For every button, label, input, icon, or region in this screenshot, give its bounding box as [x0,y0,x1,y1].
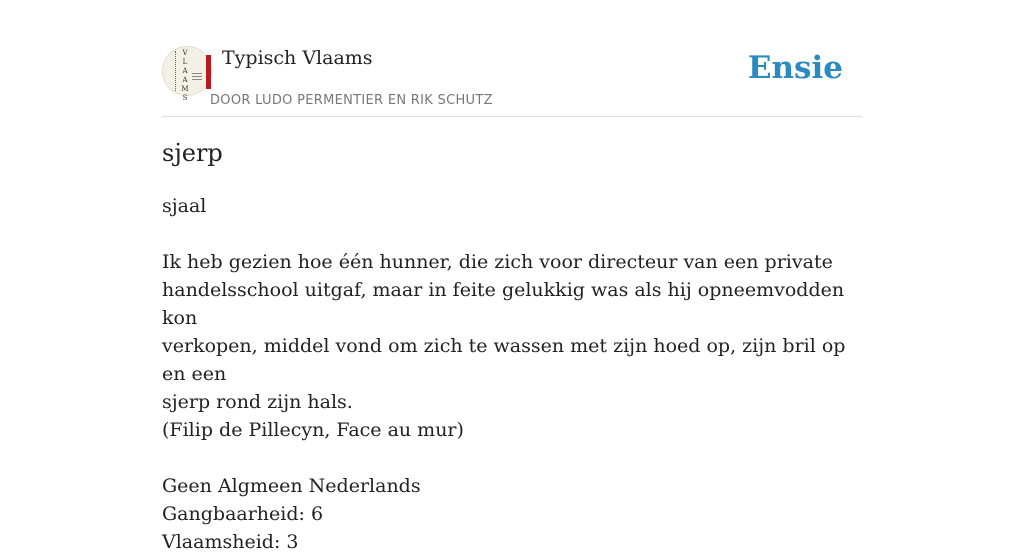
typisch-vlaams-logo[interactable] [162,46,212,102]
entry-definition: sjaal [162,195,207,217]
entry-body [162,192,862,556]
quote-source: (Filip de Pillecyn, Face au mur) [162,419,464,441]
vlaamsheid-score: Vlaamsheid: 3 [162,531,299,553]
site-title[interactable]: Typisch Vlaams [222,47,373,69]
logo-letter: V [182,49,188,57]
logo-letter: S [182,94,188,102]
quote-line: verkopen, middel vond om zich te wassen met zijn hoed op, zijn bril op en een [162,335,846,385]
ensie-brand-link[interactable]: Ensie [747,50,843,86]
logo-dotted-line [175,51,177,91]
logo-letter: A [182,76,188,84]
logo-text-lines [192,73,202,82]
quote-line: Ik heb gezien hoe één hunner, die zich voor directeur van een private [162,251,833,273]
logo-letters [180,49,190,103]
gangbaarheid-score: Gangbaarheid: 6 [162,503,324,525]
logo-letter: L [182,58,188,66]
logo-letter: M [181,85,189,93]
entry-title: sjerp [162,139,223,167]
quote-line: handelsschool uitgaf, maar in feite gelukkig was als hij opneemvodden kon [162,279,845,329]
byline: DOOR LUDO PERMENTIER EN RIK SCHUTZ [210,93,493,108]
logo-letter: A [182,67,188,75]
logo-red-stripe [206,55,211,89]
page-header [162,46,862,117]
language-status: Geen Algmeen Nederlands [162,475,421,497]
quote-line: sjerp rond zijn hals. [162,391,353,413]
